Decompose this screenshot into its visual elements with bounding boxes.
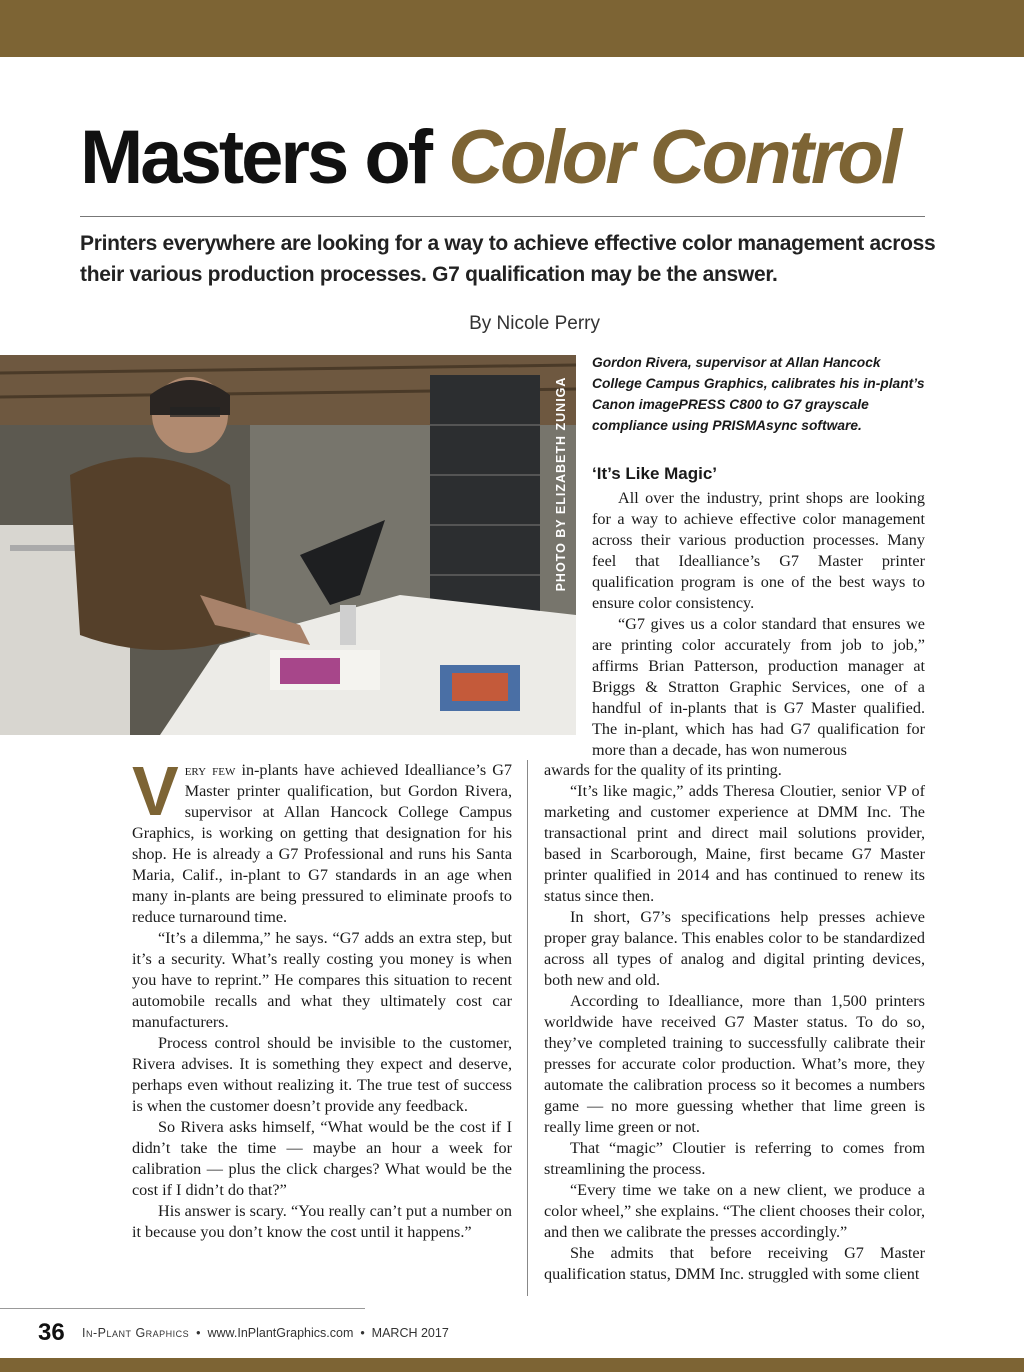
footer-rule [0, 1308, 365, 1309]
footer-separator: • [360, 1326, 365, 1340]
lead-text: in-plants have achieved Idealliance’s G7 Master printer qualification, but Gordon Rivera, supervisor at Allan Hancock College Campus Graphics, is working on getting that designation for his shop. He is already a G7 Professional and runs his Santa Maria, Calif., in-plant to G7 standards in an age when many in-plants are being pressured to eliminate proofs to reduce turnaround time. [132, 761, 512, 926]
body-paragraph: So Rivera asks himself, “What would be the cost if I didn’t take the time — maybe an hour a week for calibration — plus the click charges? What would be the cost if I didn’t do that?” [132, 1118, 512, 1199]
issue-date: MARCH 2017 [371, 1326, 449, 1340]
body-paragraph: “Every time we take on a new client, we produce a color wheel,” she explains. “The client chooses their color, and then we calibrate the presses accordingly.” [544, 1181, 925, 1241]
publication-name: In-Plant Graphics [82, 1326, 190, 1340]
article-deck: Printers everywhere are looking for a way to achieve effective color management across their various production processes. G7 qualification may be the answer. [80, 232, 936, 286]
body-paragraph: All over the industry, print shops are looking for a way to achieve effective color management across their various production processes. Many feel that Idealliance’s G7 Master printer qualification program is one of the best ways to ensure color consistency. [592, 489, 925, 612]
body-paragraph: His answer is scary. “You really can’t put a number on it because you don’t know the cost until it happens.” [132, 1202, 512, 1241]
title-main: Masters of [80, 115, 449, 200]
drop-cap: V [132, 752, 179, 830]
body-paragraph: According to Idealliance, more than 1,500 printers worldwide have received G7 Master status. To do so, they’ve completed training to successfully calibrate their presses for accurate color production. What’s more, they automate the calibration process so it becomes a numbers game — no more guessing whether that lime green is really lime green or not. [544, 992, 925, 1136]
photo-illustration [0, 355, 576, 735]
body-paragraph: Process control should be invisible to the customer, Rivera advises. It is something they expect and deserve, perhaps even without realizing it. The true test of success is when the customer doesn’t provide any feedback. [132, 1034, 512, 1115]
body-paragraph: “It’s like magic,” adds Theresa Cloutier, senior VP of marketing and customer experience at DMM Inc. The transactional print and direct mail solutions provider, based in Scarborough, Maine, first became G7 Master printer qualified in 2014 and has continued to renew its status since then. [544, 782, 925, 905]
website-link[interactable]: www.InPlantGraphics.com [207, 1326, 354, 1340]
article-title [80, 112, 960, 204]
lead-smallcaps: ery few [184, 761, 236, 779]
byline: By Nicole Perry [469, 313, 600, 334]
top-color-band [0, 0, 1024, 57]
body-paragraph: That “magic” Cloutier is referring to comes from streamlining the process. [544, 1139, 925, 1178]
body-paragraph: She admits that before receiving G7 Master qualification status, DMM Inc. struggled with some client [544, 1244, 925, 1283]
body-paragraph: In short, G7’s specifications help presses achieve proper gray balance. This enables color to be standardized across all types of analog and digital printing devices, both new and old. [544, 908, 925, 989]
photo-caption: Gordon Rivera, supervisor at Allan Hancock College Campus Graphics, calibrates his in-plant’s Canon imagePRESS C800 to G7 grayscale compliance using PRISMAsync software. [592, 355, 925, 433]
footer-separator: • [196, 1326, 201, 1340]
footer-line [82, 1326, 449, 1340]
article-photo [0, 355, 576, 735]
left-column [132, 752, 512, 1243]
photo-credit: PHOTO BY ELIZABETH ZUNIGA [554, 376, 568, 592]
body-paragraph-continued: awards for the quality of its printing. [544, 761, 782, 779]
column-divider [527, 760, 528, 1296]
body-paragraph: “It’s a dilemma,” he says. “G7 adds an extra step, but it’s a security. What’s really costing you money is when you have to reprint.” He compares this situation to recent automobile recalls and what they ultimately cost car manufacturers. [132, 929, 512, 1031]
bottom-color-band [0, 1358, 1024, 1372]
page-number: 36 [38, 1319, 65, 1346]
section-subhead: ‘It’s Like Magic’ [592, 464, 718, 483]
body-paragraph: “G7 gives us a color standard that ensures we are printing color accurately from job to job,” affirms Brian Patterson, production manager at Briggs & Stratton Graphic Services, one of a handful of in-plants that is G7 Master qualified. The in-plant, which has had G7 qualification for more than a decade, has won numerous [592, 615, 925, 759]
title-divider [80, 216, 925, 217]
right-column-bottom [544, 760, 925, 1285]
right-column-top [592, 488, 925, 761]
lead-paragraph [132, 752, 512, 928]
title-accent: Color Control [448, 115, 899, 200]
